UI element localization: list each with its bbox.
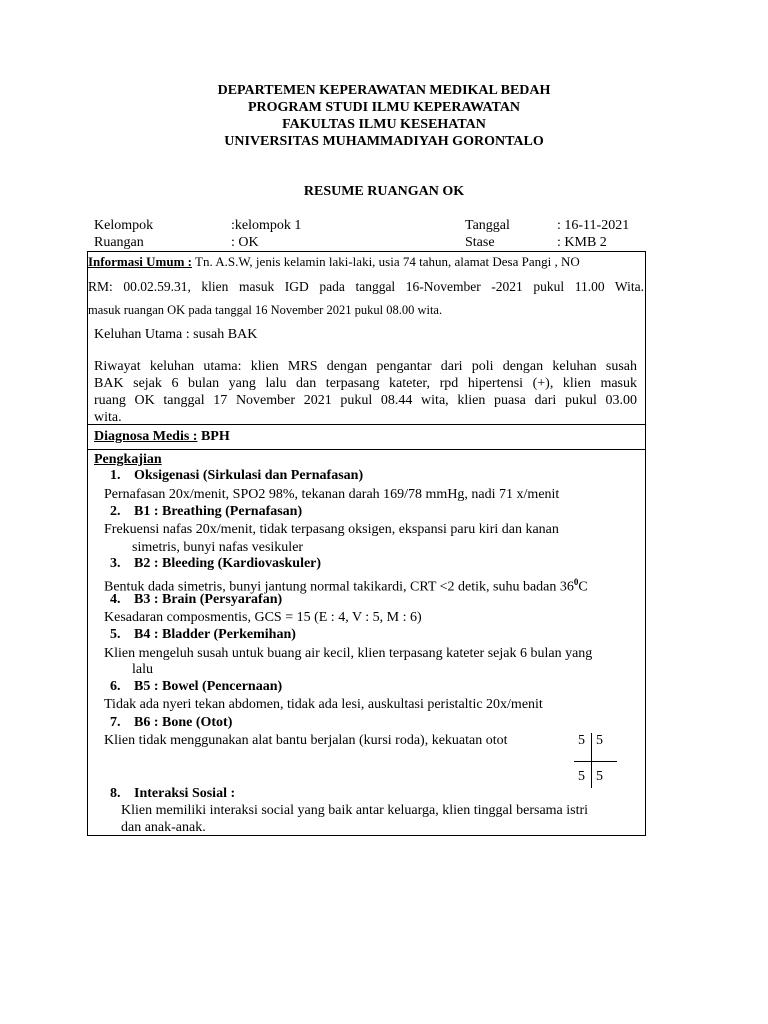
divider-line bbox=[87, 424, 646, 425]
section-breathing: 2. B1 : Breathing (Pernafasan) bbox=[110, 504, 303, 519]
stase-label: Stase bbox=[465, 235, 495, 250]
brain-text: Kesadaran composmentis, GCS = 15 (E : 4, V : 5, M : 6) bbox=[104, 610, 422, 625]
riwayat-line-4: wita. bbox=[94, 410, 122, 425]
section-bone: 7. B6 : Bone (Otot) bbox=[110, 715, 233, 730]
breathing-text-2: simetris, bunyi nafas vesikuler bbox=[132, 540, 304, 555]
muscle-cross-horizontal bbox=[574, 761, 617, 762]
bladder-text-1: Klien mengeluh susah untuk buang air kecil, klien terpasang kateter sejak 6 bulan yang bbox=[104, 646, 593, 661]
document-title: RESUME RUANGAN OK bbox=[303, 184, 465, 199]
muscle-strength-upper-left: 5 bbox=[578, 733, 585, 748]
section-oksigenasi: 1. Oksigenasi (Sirkulasi dan Pernafasan) bbox=[110, 468, 364, 483]
section-bladder: 5. B4 : Bladder (Perkemihan) bbox=[110, 627, 296, 642]
section-brain: 4. B3 : Brain (Persyarafan) bbox=[110, 592, 283, 607]
ruangan-value: : OK bbox=[231, 235, 259, 250]
section-bowel: 6. B5 : Bowel (Pencernaan) bbox=[110, 679, 283, 694]
info-line-1 bbox=[88, 253, 644, 271]
diagnosa-medis bbox=[94, 428, 230, 446]
bone-text: Klien tidak menggunakan alat bantu berjalan (kursi roda), kekuatan otot bbox=[104, 733, 508, 748]
info-line-2: RM: 00.02.59.31, klien masuk IGD pada tanggal 16-November -2021 pukul 11.00 Wita. bbox=[88, 279, 644, 294]
kelompok-value: :kelompok 1 bbox=[231, 218, 302, 233]
bladder-text-2: lalu bbox=[132, 662, 153, 677]
keluhan-utama: Keluhan Utama : susah BAK bbox=[94, 327, 258, 342]
riwayat-line-1: Riwayat keluhan utama: klien MRS dengan pengantar dari poli dengan keluhan susah bbox=[94, 359, 637, 374]
diagnosa-value: BPH bbox=[197, 429, 230, 444]
info-text-1: Tn. A.S.W, jenis kelamin laki-laki, usia 74 tahun, alamat Desa Pangi , NO bbox=[192, 254, 580, 269]
bleeding-text: Bentuk dada simetris, bunyi jantung normal takikardi, CRT <2 detik, suhu badan $36^0C$ bbox=[104, 577, 588, 595]
pengkajian-title: Pengkajian bbox=[94, 452, 162, 467]
faculty-title: FAKULTAS ILMU KESEHATAN bbox=[282, 117, 486, 132]
section-interaksi-sosial: 8. Interaksi Sosial : bbox=[110, 786, 236, 801]
diagnosa-label: Diagnosa Medis : bbox=[94, 429, 198, 444]
bowel-text: Tidak ada nyeri tekan abdomen, tidak ada lesi, auskultasi peristaltic 20x/menit bbox=[104, 697, 543, 712]
dept-title: DEPARTEMEN KEPERAWATAN MEDIKAL BEDAH bbox=[217, 83, 551, 98]
breathing-text-1: Frekuensi nafas 20x/menit, tidak terpasang oksigen, ekspansi paru kiri dan kanan bbox=[104, 522, 559, 537]
riwayat-line-2: BAK sejak 6 bulan yang lalu dan terpasang kateter, rpd hipertensi (+), klien masuk bbox=[94, 376, 637, 391]
interaksi-text-2: dan anak-anak. bbox=[121, 820, 206, 835]
oksigenasi-text: Pernafasan 20x/menit, SPO2 98%, tekanan darah 169/78 mmHg, nadi 71 x/menit bbox=[104, 487, 560, 502]
tanggal-value: : 16-11-2021 bbox=[557, 218, 630, 233]
divider-line bbox=[87, 449, 646, 450]
riwayat-line-3: ruang OK tanggal 17 November 2021 pukul 08.44 wita, klien puasa dari pukul 03.00 bbox=[94, 393, 637, 408]
program-title: PROGRAM STUDI ILMU KEPERAWATAN bbox=[247, 100, 521, 115]
kelompok-label: Kelompok bbox=[94, 218, 154, 233]
muscle-strength-lower-left: 5 bbox=[578, 769, 585, 784]
interaksi-text-1: Klien memiliki interaksi social yang baik antar keluarga, klien tinggal bersama istri bbox=[121, 803, 589, 818]
section-bleeding: 3. B2 : Bleeding (Kardiovaskuler) bbox=[110, 556, 322, 571]
muscle-strength-upper-right: 5 bbox=[596, 733, 603, 748]
ruangan-label: Ruangan bbox=[94, 235, 144, 250]
tanggal-label: Tanggal bbox=[465, 218, 510, 233]
stase-value: : KMB 2 bbox=[557, 235, 607, 250]
info-label: Informasi Umum : bbox=[88, 254, 192, 269]
university-title: UNIVERSITAS MUHAMMADIYAH GORONTALO bbox=[224, 134, 544, 149]
muscle-strength-lower-right: 5 bbox=[596, 769, 603, 784]
info-line-3: masuk ruangan OK pada tanggal 16 November 2021 pukul 08.00 wita. bbox=[88, 303, 443, 317]
